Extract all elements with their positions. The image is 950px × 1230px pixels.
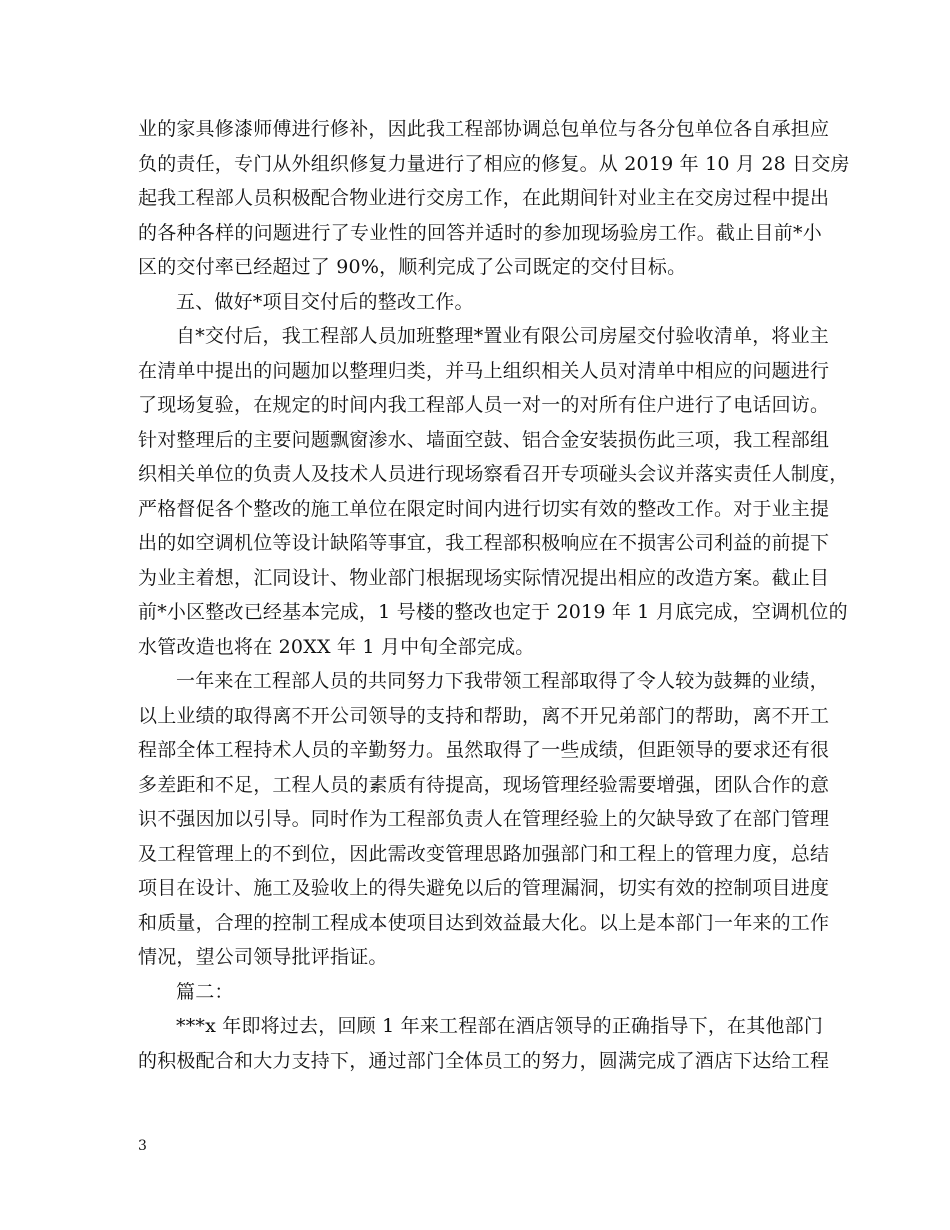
text-line: 一年来在工程部人员的共同努力下我带领工程部取得了令人较为鼓舞的业绩， [176, 670, 829, 692]
text-line: 的积极配合和大力支持下，通过部门全体员工的努力，圆满完成了酒店下达给工程 [138, 1049, 830, 1072]
text-line: 区的交付率已经超过了 90%，顺利完成了公司既定的交付目标。 [138, 256, 687, 278]
text-line: 情况，望公司领导批评指证。 [138, 946, 388, 968]
text-line: 自*交付后，我工程部人员加班整理*置业有限公司房屋交付验收清单，将业主 [176, 325, 830, 347]
page-number: 3 [138, 1138, 147, 1154]
text-line: 出的如空调机位等设计缺陷等事宜，我工程部积极响应在不损害公司利益的前提下 [138, 532, 830, 554]
text-line: 篇二： [176, 980, 234, 1003]
text-line: 五、做好*项目交付后的整改工作。 [176, 290, 474, 313]
text-line: 针对整理后的主要问题飘窗渗水、墙面空鼓、铝合金安装损伤此三项，我工程部组 [138, 428, 830, 451]
text-line: 项目在设计、施工及验收上的得失避免以后的管理漏洞，切实有效的控制项目进度 [138, 877, 830, 899]
text-line: 织相关单位的负责人及技术人员进行现场察看召开专项碰头会议并落实责任人制度， [138, 463, 849, 485]
text-line: 前*小区整改已经基本完成，1 号楼的整改也定于 2019 年 1 月底完成，空调机位的 [138, 601, 848, 623]
text-line: 识不强因加以引导。同时作为工程部负责人在管理经验上的欠缺导致了在部门管理 [138, 808, 830, 830]
text-line: 起我工程部人员积极配合物业进行交房工作，在此期间针对业主在交房过程中提出 [138, 187, 830, 209]
text-line: 为业主着想，汇同设计、物业部门根据现场实际情况提出相应的改造方案。截止目 [138, 566, 830, 589]
text-line: 水管改造也将在 20XX 年 1 月中旬全部完成。 [138, 635, 535, 658]
text-line: 了现场复验，在规定的时间内我工程部人员一对一的对所有住户进行了电话回访。 [138, 394, 830, 416]
text-line: 负的责任，专门从外组织修复力量进行了相应的修复。从 2019 年 10 月 28 日交房 [138, 152, 850, 175]
text-line: 程部全体工程持术人员的辛勤努力。虽然取得了一些成绩，但距领导的要求还有很 [138, 739, 830, 761]
text-line: 多差距和不足，工程人员的素质有待提高，现场管理经验需要增强，团队合作的意 [138, 773, 830, 796]
text-line: 在清单中提出的问题加以整理归类，并马上组织相关人员对清单中相应的问题进行 [138, 359, 830, 382]
text-line: 严格督促各个整改的施工单位在限定时间内进行切实有效的整改工作。对于业主提 [138, 497, 830, 520]
text-line: 和质量，合理的控制工程成本使项目达到效益最大化。以上是本部门一年来的工作 [138, 911, 830, 934]
text-line: 及工程管理上的不到位，因此需改变管理思路加强部门和工程上的管理力度，总结 [138, 842, 830, 865]
text-line: 业的家具修漆师傅进行修补，因此我工程部协调总包单位与各分包单位各自承担应 [138, 118, 830, 140]
text-line: 以上业绩的取得离不开公司领导的支持和帮助，离不开兄弟部门的帮助，离不开工 [138, 704, 830, 727]
document-body [138, 112, 850, 1078]
text-line: ***x 年即将过去，回顾 1 年来工程部在酒店领导的正确指导下，在其他部门 [176, 1015, 824, 1037]
text-line: 的各种各样的问题进行了专业性的回答并适时的参加现场验房工作。截止目前*小 [138, 221, 822, 244]
